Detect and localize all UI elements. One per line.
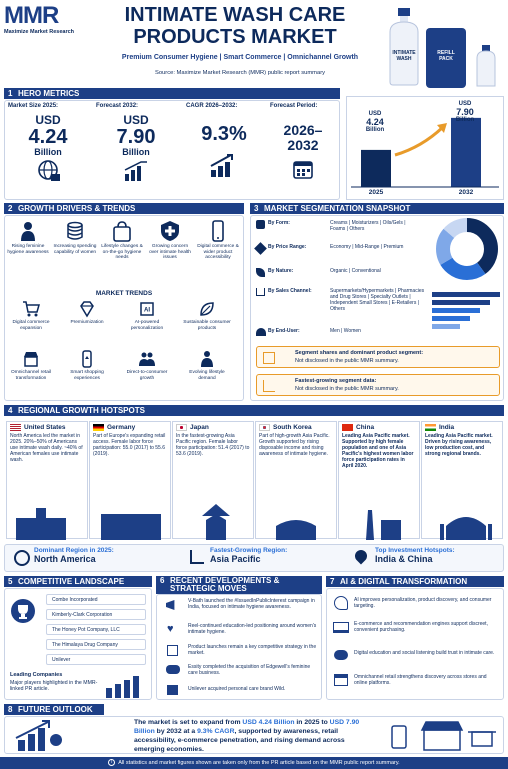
development-item: Product launches remain a key competitive strategy in the market.	[188, 644, 317, 656]
summary-value: India & China	[375, 554, 433, 564]
section-title: REGIONAL GROWTH HOTSPOTS	[18, 406, 145, 415]
bar-2032	[451, 118, 481, 187]
note-title: Fastest-growing segment data:	[295, 378, 377, 384]
section-2-header	[4, 203, 244, 214]
trend-premium	[62, 300, 112, 326]
trend-smart	[62, 350, 112, 381]
trophy-icon	[10, 598, 36, 624]
driver-label: Rising feminine hygiene awareness	[7, 244, 49, 255]
region-name: India	[439, 424, 455, 431]
note-body: Not disclosed in the public MMR summary.	[295, 386, 399, 392]
trend-label: AI-powered personalization	[130, 320, 164, 331]
diamond-icon	[78, 300, 96, 318]
development-item: Essity completed the acquisition of Edgewell's feminine care business.	[188, 664, 311, 676]
section-3-header	[250, 203, 504, 214]
heart-icon: ♥	[167, 623, 174, 635]
bar-label-unit: Billion	[455, 117, 475, 123]
section-number: 3	[254, 204, 259, 213]
section-number: 8	[8, 705, 13, 714]
growth-chart-icon	[209, 154, 239, 178]
investment-hotspots	[355, 547, 500, 564]
box-icon	[167, 645, 178, 656]
ai-chip-icon	[138, 300, 156, 318]
cart-icon	[256, 288, 265, 296]
region-text: Part of Europe's expanding retail access. Female labor force participation: 55.0 (2017) to 55.6 (2019).	[93, 433, 166, 457]
summary-label: Dominant Region in 2025:	[34, 547, 114, 554]
logo-text: MMR	[4, 2, 59, 29]
grid-icon	[263, 352, 275, 364]
driver-label: Increasing spending capability of women	[53, 244, 97, 255]
region-name: South Korea	[273, 424, 312, 431]
product-bottle-image	[384, 6, 424, 86]
growth-arrow	[395, 127, 443, 155]
section-title-2: STRATEGIC MOVES	[170, 584, 247, 593]
bar-label-value: 7.90	[456, 107, 474, 117]
logo-subtitle: Maximize Market Research	[4, 29, 75, 35]
x-tick-2032: 2032	[458, 189, 474, 196]
metric-value: 2026–	[283, 122, 323, 138]
region-name: Germany	[107, 424, 136, 431]
laptop-icon	[333, 622, 349, 633]
bag-icon	[111, 220, 133, 242]
bar-label-2025	[355, 111, 395, 134]
trend-up-icon	[190, 550, 204, 564]
development-item: Unilever acquired personal care brand Wild.	[188, 686, 286, 692]
hero-bar-chart	[346, 96, 504, 200]
segment-note-1	[256, 346, 500, 368]
globe-icon	[35, 160, 61, 182]
metric-currency: USD	[35, 113, 61, 127]
driver-health	[148, 220, 192, 261]
segment-value: Organic | Conventional	[330, 268, 381, 274]
section-5-header	[4, 576, 152, 587]
japan-flag-icon	[176, 424, 187, 431]
leading-companies-title: Leading Companies	[10, 672, 63, 678]
storefront-icon	[334, 674, 348, 686]
x-tick-2025: 2025	[368, 189, 384, 196]
shield-cross-icon	[159, 220, 181, 242]
bar-label-currency: USD	[368, 111, 382, 117]
driver-label: Digital commerce & wider product accessibility	[197, 244, 239, 260]
driver-spending	[53, 220, 97, 255]
company-item: Combe Incorporated	[46, 594, 146, 605]
trend-label: Digital commerce expansion	[12, 320, 50, 331]
trend-ai	[122, 300, 172, 331]
bar-chart-icon	[123, 160, 149, 182]
section-title: RECENT DEVELOPMENTS &	[170, 576, 280, 585]
company-item: Kimberly-Clark Corporation	[46, 609, 146, 620]
summary-value: Asia Pacific	[210, 554, 261, 564]
outlook-text-part: The market is set to expand from	[134, 719, 243, 726]
germany-flag-icon	[93, 424, 104, 431]
users-icon	[256, 328, 266, 336]
metric-unit: Billion	[34, 147, 62, 157]
region-name: China	[356, 424, 375, 431]
refill-label: REFILL PACK	[437, 50, 455, 62]
trend-dtc	[122, 350, 172, 381]
store-icon	[22, 350, 40, 368]
region-text: North America led the market in 2025. 20%–50% of Americans use intimate wash daily. ~40% of American females use intimate wash.	[10, 433, 83, 463]
metric-value: 4.24	[28, 126, 68, 148]
section-title: AI & DIGITAL TRANSFORMATION	[340, 577, 468, 586]
metric-forecast	[96, 103, 176, 182]
ai-head-icon	[334, 596, 348, 610]
info-icon: i	[108, 759, 115, 766]
section-7-header	[326, 576, 504, 587]
india-flag-icon	[425, 424, 436, 431]
segment-note-2	[256, 374, 500, 396]
summary-value: North America	[34, 554, 96, 564]
china-flag-icon	[342, 424, 353, 431]
driver-label: Growing concern over intimate health issues	[149, 244, 191, 260]
region-name: Japan	[190, 424, 209, 431]
outlook-chart-icon	[14, 718, 64, 752]
chat-bubble-icon	[334, 650, 348, 660]
summary-label: Fastest-Growing Region:	[210, 547, 288, 554]
section-title: MARKET SEGMENTATION SNAPSHOT	[264, 204, 411, 213]
company-item: The Himalaya Drug Company	[46, 639, 146, 650]
trend-digital	[6, 300, 56, 331]
segment-value: Men | Women	[330, 328, 361, 334]
trend-sustainable	[182, 300, 232, 331]
handshake-icon	[166, 665, 180, 674]
building-icon	[167, 685, 178, 695]
development-item: Reel-continued education-led positioning around women's intimate hygiene.	[188, 623, 317, 635]
source-note: Source: Maximize Market Research (MMR) public report summary	[154, 70, 326, 76]
driver-digital	[196, 220, 240, 261]
driver-awareness	[6, 220, 50, 255]
small-bottle-image	[474, 44, 498, 88]
section-number: 7	[330, 577, 335, 586]
metric-value: 9.3%	[201, 123, 247, 145]
trend-omnichannel	[6, 350, 56, 381]
section-4-header	[4, 405, 504, 416]
bar-label-currency: USD	[458, 101, 472, 107]
segment-label: By Form:	[268, 220, 290, 226]
driver-lifestyle	[100, 220, 144, 261]
trend-label: Evolving lifestyle demand	[189, 370, 225, 381]
cart-icon	[22, 300, 40, 318]
section-title: HERO METRICS	[18, 89, 80, 98]
smartphone-icon	[78, 350, 96, 368]
development-item: V-Bath launched the #IssuedInPublicInterest campaign in India, focused on intimate hygiene awareness.	[188, 598, 315, 610]
section-6-header	[156, 576, 322, 594]
coins-icon	[64, 220, 86, 242]
leaf-icon	[256, 268, 265, 277]
footer	[0, 757, 508, 769]
ai-item: Omnichannel retail strengthens discovery across stores and online platforms.	[354, 674, 487, 686]
page-subtitle: Premium Consumer Hygiene | Smart Commerce | Omnichannel Growth	[121, 54, 359, 61]
leading-companies-body: Major players highlighted in the MMR-linked PR article.	[10, 680, 98, 692]
metric-currency: USD	[123, 113, 149, 127]
segment-value: Economy | Mid-Range | Premium	[330, 244, 404, 250]
outlook-text	[134, 718, 374, 754]
segment-label: By Sales Channel:	[268, 288, 312, 294]
metric-value-2: 2032	[287, 137, 319, 153]
location-pin-icon	[353, 548, 370, 565]
bar-2025	[361, 150, 391, 187]
segment-label: By End-User:	[268, 328, 300, 334]
region-text: Leading Asia Pacific market. Supported by high female population and one of Asia Pacific's highest women labor force participation rates in April 2020.	[342, 433, 414, 469]
section-title: FUTURE OUTLOOK	[18, 705, 93, 714]
trend-label: Omnichannel retail transformation	[11, 370, 51, 381]
page-title	[100, 4, 370, 48]
trend-lifestyle	[182, 350, 232, 381]
woman-icon	[17, 220, 39, 242]
dominant-region	[14, 547, 164, 564]
region-text: Part of high-growth Asia Pacific. Growth supported by rising disposable income and rising awareness of intimate hygiene.	[259, 433, 330, 457]
metric-label: Market Size 2025:	[8, 103, 59, 109]
landmarks-skyline-graphic	[6, 500, 504, 540]
metric-label: Forecast 2032:	[96, 103, 139, 109]
growth-bars-graphic	[104, 672, 148, 698]
ai-item: Digital education and social listening build trust in intimate care.	[354, 650, 495, 656]
metric-label: CAGR 2026–2032:	[186, 103, 238, 109]
outlook-text-part: , supported by awareness, retail accessibility, e-commerce penetration, and rising demand across emerging economies.	[134, 728, 345, 753]
market-trends-title: MARKET TRENDS	[95, 290, 153, 297]
form-icon	[256, 220, 265, 229]
outlook-text-part: in 2025 to	[294, 719, 330, 726]
leaf-icon	[198, 300, 216, 318]
bar-label-2032	[445, 101, 485, 124]
ai-item: AI improves personalization, product discovery, and consumer targeting.	[354, 597, 492, 609]
svg-text:AI: AI	[144, 307, 150, 314]
trend-up-icon	[263, 380, 275, 392]
outlook-store-graphic	[388, 718, 500, 752]
region-name: United States	[24, 424, 66, 431]
section-number: 6	[160, 576, 165, 585]
bar-label-value: 4.24	[366, 117, 384, 127]
region-text: In the fastest-growing Asia Pacific region. Female labor force participation: 51.4 (2017) to 53.6 (2019).	[176, 433, 250, 457]
title-line-1: INTIMATE WASH CARE	[124, 4, 346, 26]
segment-value: Supermarkets/Hypermarkets | Pharmacies and Drug Stores | Specialty Outlets | Independent Small Stores | E-Retailers | Others	[330, 288, 425, 312]
summary-label: Top Investment Hotspots:	[375, 547, 455, 554]
calendar-icon	[292, 158, 314, 180]
outlook-highlight: 9.3% CAGR	[197, 728, 235, 735]
segment-label: By Price Range:	[268, 244, 307, 250]
globe-icon	[14, 550, 30, 566]
people-icon	[138, 350, 156, 368]
region-text: Leading Asia Pacific market. Driven by rising awareness, low production cost, and strong regional brands.	[425, 433, 493, 457]
section-number: 4	[8, 406, 13, 415]
section-number: 2	[8, 204, 13, 213]
trend-label: Sustainable consumer products	[183, 320, 231, 331]
section-number: 1	[8, 89, 13, 98]
metric-period	[270, 103, 336, 180]
segment-value: Creams | Moisturizers | Oils/Gels | Foams | Others	[330, 220, 406, 232]
metric-value: 7.90	[116, 126, 156, 148]
segment-label: By Nature:	[268, 268, 294, 274]
section-title: GROWTH DRIVERS & TRENDS	[18, 204, 136, 213]
title-line-2: PRODUCTS MARKET	[133, 26, 337, 48]
phone-icon	[207, 220, 229, 242]
refill-pack-image	[426, 28, 466, 88]
section-1-header	[4, 88, 340, 99]
company-item: The Honey Pot Company, LLC	[46, 624, 146, 635]
section-title: COMPETITIVE LANDSCAPE	[18, 577, 125, 586]
metric-unit: Billion	[122, 147, 150, 157]
note-title: Segment shares and dominant product segment:	[295, 350, 424, 356]
note-body: Not disclosed in the public MMR summary.	[295, 358, 399, 364]
outlook-text-part: by 2032 at a	[154, 728, 198, 735]
trend-label: Smart shopping experiences	[70, 370, 104, 381]
korea-flag-icon	[259, 424, 270, 431]
ai-item: E-commerce and recommendation engines support discreet, convenient purchasing.	[354, 621, 488, 633]
logo	[4, 4, 104, 35]
metric-market-size	[8, 103, 88, 182]
section-number: 5	[8, 577, 13, 586]
outlook-highlight: USD 4.24 Billion	[242, 719, 295, 726]
section-8-header	[4, 704, 104, 715]
person-icon	[198, 350, 216, 368]
company-item: Unilever	[46, 654, 146, 665]
outlook-highlight: USD 7.90 Billion	[134, 719, 360, 735]
metric-cagr	[186, 103, 262, 178]
fastest-region	[190, 547, 340, 564]
segment-bars-graphic	[432, 292, 502, 336]
us-flag-icon	[10, 424, 21, 431]
metric-label: Forecast Period:	[270, 103, 318, 109]
trend-label: Premiumization	[70, 320, 104, 325]
trend-label: Direct-to-consumer growth	[126, 370, 168, 381]
segment-donut-graphic	[432, 214, 502, 284]
bar-label-unit: Billion	[365, 127, 385, 133]
footer-text: All statistics and market figures shown are taken only from the PR article based on the MMR public report summary.	[118, 760, 400, 766]
driver-label: Lifestyle changes & on-the-go hygiene needs	[101, 244, 143, 260]
bottle-label: INTIMATE WASH	[392, 50, 416, 62]
